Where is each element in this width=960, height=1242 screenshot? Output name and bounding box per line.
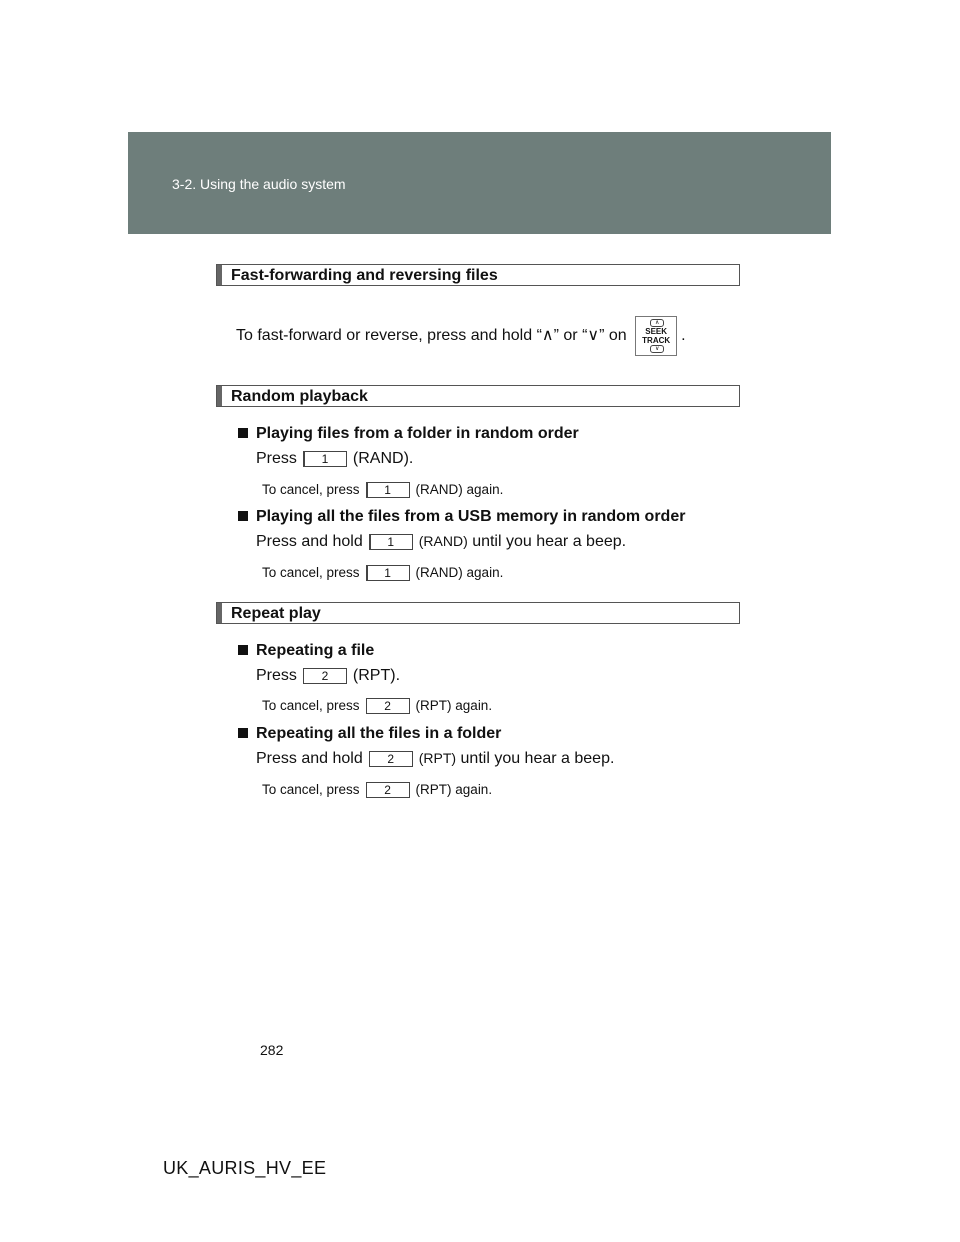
page-number: 282 xyxy=(260,1042,284,1058)
repeat-b1-press xyxy=(256,667,400,685)
random-b1-press xyxy=(256,450,413,468)
section-header-random xyxy=(216,385,740,407)
seek-label-line1: SEEK xyxy=(645,327,668,336)
repeat-b1-cancel xyxy=(262,698,492,714)
cancel-suffix: (RAND) again. xyxy=(415,482,504,497)
random-b1-cancel xyxy=(262,482,503,498)
random-b2-press xyxy=(256,533,626,551)
cancel-text: To cancel, press xyxy=(262,782,360,797)
preset-key-1: 1 xyxy=(366,565,410,581)
preset-key-2: 2 xyxy=(366,782,410,798)
press-text: Press and hold xyxy=(256,533,363,550)
cancel-suffix: (RPT) again. xyxy=(415,782,493,797)
cancel-suffix: (RAND) again. xyxy=(415,565,504,580)
press-text: Press and hold xyxy=(256,750,363,767)
suffix-tag: (RPT) xyxy=(418,750,457,766)
section-title: Fast-forwarding and reversing files xyxy=(231,267,498,284)
bullet-title: Playing files from a folder in random order xyxy=(256,425,579,442)
ff-instruction xyxy=(236,316,686,356)
cancel-text: To cancel, press xyxy=(262,482,360,497)
repeat-b2-cancel xyxy=(262,782,492,798)
chapter-header xyxy=(128,132,831,234)
suffix-tag: (RAND) xyxy=(418,533,468,549)
bullet-square-icon xyxy=(238,728,248,738)
repeat-bullet-1 xyxy=(238,642,374,660)
suffix-text: until you hear a beep. xyxy=(460,750,615,767)
section-header-repeat xyxy=(216,602,740,624)
seek-label-line2: TRACK xyxy=(642,336,671,345)
bullet-title: Repeating all the files in a folder xyxy=(256,725,502,742)
repeat-bullet-2 xyxy=(238,725,501,743)
preset-key-1: 1 xyxy=(366,482,410,498)
cancel-text: To cancel, press xyxy=(262,565,360,580)
cancel-suffix: (RPT) again. xyxy=(415,698,493,713)
preset-key-2: 2 xyxy=(366,698,410,714)
bullet-square-icon xyxy=(238,645,248,655)
suffix-text: (RAND). xyxy=(352,450,414,467)
seek-down-arrow-icon: ∨ xyxy=(650,345,664,353)
down-symbol: ∨ xyxy=(587,327,600,345)
suffix-text: (RPT). xyxy=(352,667,401,684)
seek-track-label xyxy=(636,327,676,345)
ff-text-1: To fast-forward or reverse, press and hold “ xyxy=(236,327,542,345)
suffix-text: until you hear a beep. xyxy=(472,533,627,550)
section-title: Random playback xyxy=(231,388,368,405)
preset-key-1: 1 xyxy=(369,534,413,550)
random-bullet-1 xyxy=(238,425,579,443)
section-header-fast-forward xyxy=(216,264,740,286)
preset-key-2: 2 xyxy=(303,668,347,684)
document-code: UK_AURIS_HV_EE xyxy=(163,1158,327,1178)
chapter-title: 3-2. Using the audio system xyxy=(172,176,346,192)
bullet-title: Playing all the files from a USB memory in random order xyxy=(256,508,686,525)
bullet-square-icon xyxy=(238,428,248,438)
preset-key-2: 2 xyxy=(369,751,413,767)
up-symbol: ∧ xyxy=(541,327,554,345)
random-bullet-2 xyxy=(238,508,685,526)
cancel-text: To cancel, press xyxy=(262,698,360,713)
seek-up-arrow-icon: ∧ xyxy=(650,319,664,327)
preset-key-1: 1 xyxy=(303,451,347,467)
bullet-title: Repeating a file xyxy=(256,642,375,659)
seek-track-button-icon xyxy=(635,316,677,356)
random-b2-cancel xyxy=(262,565,503,581)
press-text: Press xyxy=(256,667,297,684)
press-text: Press xyxy=(256,450,297,467)
repeat-b2-press xyxy=(256,750,614,768)
bullet-square-icon xyxy=(238,511,248,521)
ff-text-3: ” on xyxy=(599,327,627,345)
ff-text-2: ” or “ xyxy=(553,327,588,345)
section-title: Repeat play xyxy=(231,605,321,622)
ff-period: . xyxy=(681,327,686,345)
